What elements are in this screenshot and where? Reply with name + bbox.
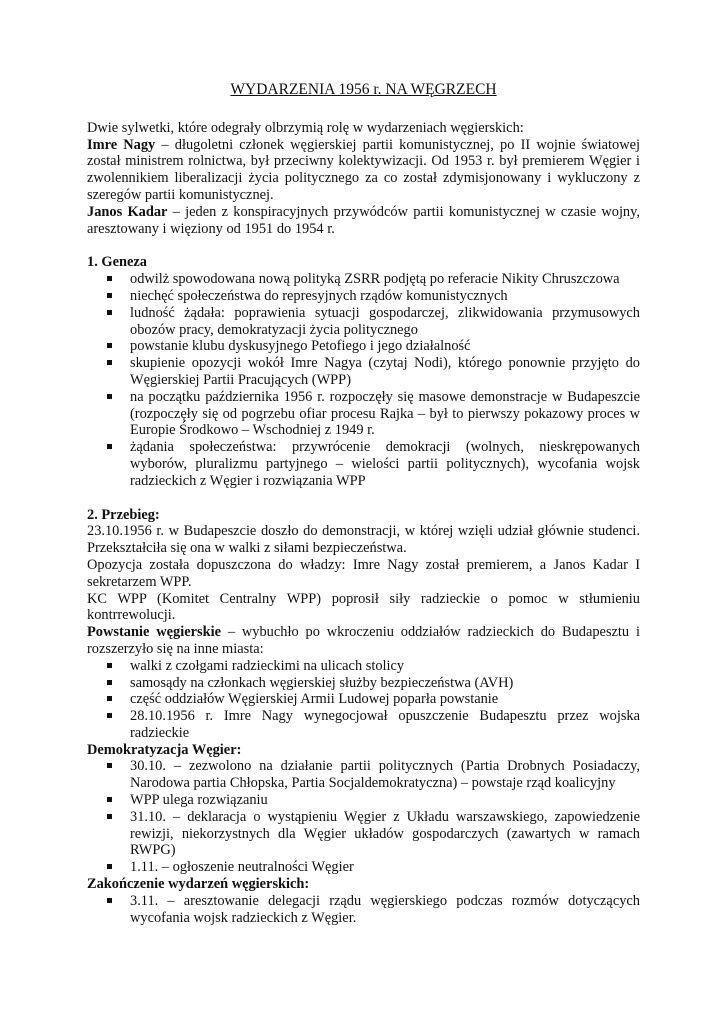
przebieg-heading: 2. Przebieg:	[87, 506, 160, 523]
list-item: 28.10.1956 r. Imre Nagy wynegocjował opuszczenie Budapesztu przez wojska radzieckie	[130, 708, 640, 741]
list-item: część oddziałów Węgierskiej Armii Ludowej poparła powstanie	[130, 691, 640, 708]
kadar-text: – jeden z konspiracyjnych przywódców partii komunistycznej w czasie wojny, aresztowany i więziony od 1951 do 1954 r.	[87, 203, 640, 237]
list-item: walki z czołgami radzieckimi na ulicach stolicy	[130, 658, 640, 675]
list-item: 1.11. – ogłoszenie neutralności Węgier	[130, 859, 640, 876]
przebieg-paragraph-2: Opozycja została dopuszczona do władzy: Imre Nagy został premierem, a Janos Kadar I sekretarzem WPP.	[87, 556, 640, 590]
przebieg-paragraph-1: 23.10.1956 r. w Budapeszcie doszło do demonstracji, w której wzięli udział głównie studenci. Przekształciła się ona w walki z siłami bezpieczeństwa.	[87, 523, 640, 557]
zakonczenie-heading: Zakończenie wydarzeń węgierskich:	[87, 876, 310, 893]
powstanie-text: – wybuchło po wkroczeniu oddziałów radzieckich do Budapesztu i rozszerzyło się na inne miasta:	[87, 624, 640, 657]
list-item: samosądy na członkach węgierskiej służby bezpieczeństwa (AVH)	[130, 675, 640, 692]
zakonczenie-list	[87, 893, 640, 927]
kadar-paragraph	[87, 204, 640, 238]
geneza-list	[87, 271, 640, 489]
powstanie-label: Powstanie węgierskie	[87, 624, 221, 641]
list-item: 31.10. – deklaracja o wystąpieniu Węgier z Układu warszawskiego, zapowiedzenie rewizji, niekorzystnych dla Węgier układów gospodarczych (zawartych w ramach RWPG)	[130, 808, 640, 859]
nagy-name: Imre Nagy	[87, 136, 156, 153]
document-title: WYDARZENIA 1956 r. NA WĘGRZECH	[230, 81, 497, 98]
list-item: na początku października 1956 r. rozpoczęły się masowe demonstracje w Budapeszcie (rozpoczęły się od pogrzebu ofiar procesu Rajka – był to pierwszy pokazowy proces w Europie Środkowo – Wschodniej z 1949 r.	[130, 388, 640, 439]
intro-lead: Dwie sylwetki, które odegrały olbrzymią rolę w wydarzeniach węgierskich:	[87, 119, 524, 136]
demokratyzacja-heading: Demokratyzacja Węgier:	[87, 741, 242, 758]
list-item: odwilż spowodowana nową polityką ZSRR podjętą po referacie Nikity Chruszczowa	[130, 271, 640, 288]
list-item: niechęć społeczeństwa do represyjnych rządów komunistycznych	[130, 288, 640, 305]
list-item: 30.10. – zezwolono na działanie partii politycznych (Partia Drobnych Posiadaczy, Narodowa partia Chłopska, Partia Socjaldemokratyczna) – powstaje rząd koalicyjny	[130, 758, 640, 792]
nagy-paragraph	[87, 137, 640, 204]
kadar-name: Janos Kadar	[87, 203, 168, 220]
list-item: 3.11. – aresztowanie delegacji rządu węgierskiego podczas rozmów dotyczących wycofania wojsk radzieckich z Węgier.	[130, 892, 640, 926]
document-page	[87, 82, 640, 926]
geneza-heading: 1. Geneza	[87, 254, 147, 271]
list-item: ludność żądała: poprawienia sytuacji gospodarczej, zlikwidowania przymusowych obozów pracy, demokratyzacji życia politycznego	[130, 304, 640, 338]
list-item: żądania społeczeństwa: przywrócenie demokracji (wolnych, nieskrępowanych wyborów, pluralizmu partyjnego – wielości partii politycznych), wycofania wojsk radzieckich z Węgier i rozwiązania WPP	[130, 439, 640, 489]
powstanie-list	[87, 658, 640, 742]
demokratyzacja-list	[87, 758, 640, 876]
list-item: skupienie opozycji wokół Imre Nagya (czytaj Nodi), którego ponownie przyjęto do Węgierskiej Partii Pracujących (WPP)	[130, 355, 640, 388]
list-item: powstanie klubu dyskusyjnego Petofiego i jego działalność	[130, 338, 640, 355]
przebieg-paragraph-3: KC WPP (Komitet Centralny WPP) poprosił siły radzieckie o pomoc w stłumieniu kontrrewolucji.	[87, 590, 640, 624]
list-item: WPP ulega rozwiązaniu	[130, 792, 640, 809]
powstanie-paragraph	[87, 624, 640, 658]
nagy-text: – długoletni członek węgierskiej partii komunistycznej, po II wojnie światowej został ministrem rolnictwa, był przeciwny kolektywizacji. Od 1953 r. był premierem Węgier i zwolennikiem liberalizacji życia politycznego za co został zdymisjonowany i wykluczony z szeregów partii komunistycznej.	[87, 136, 641, 203]
